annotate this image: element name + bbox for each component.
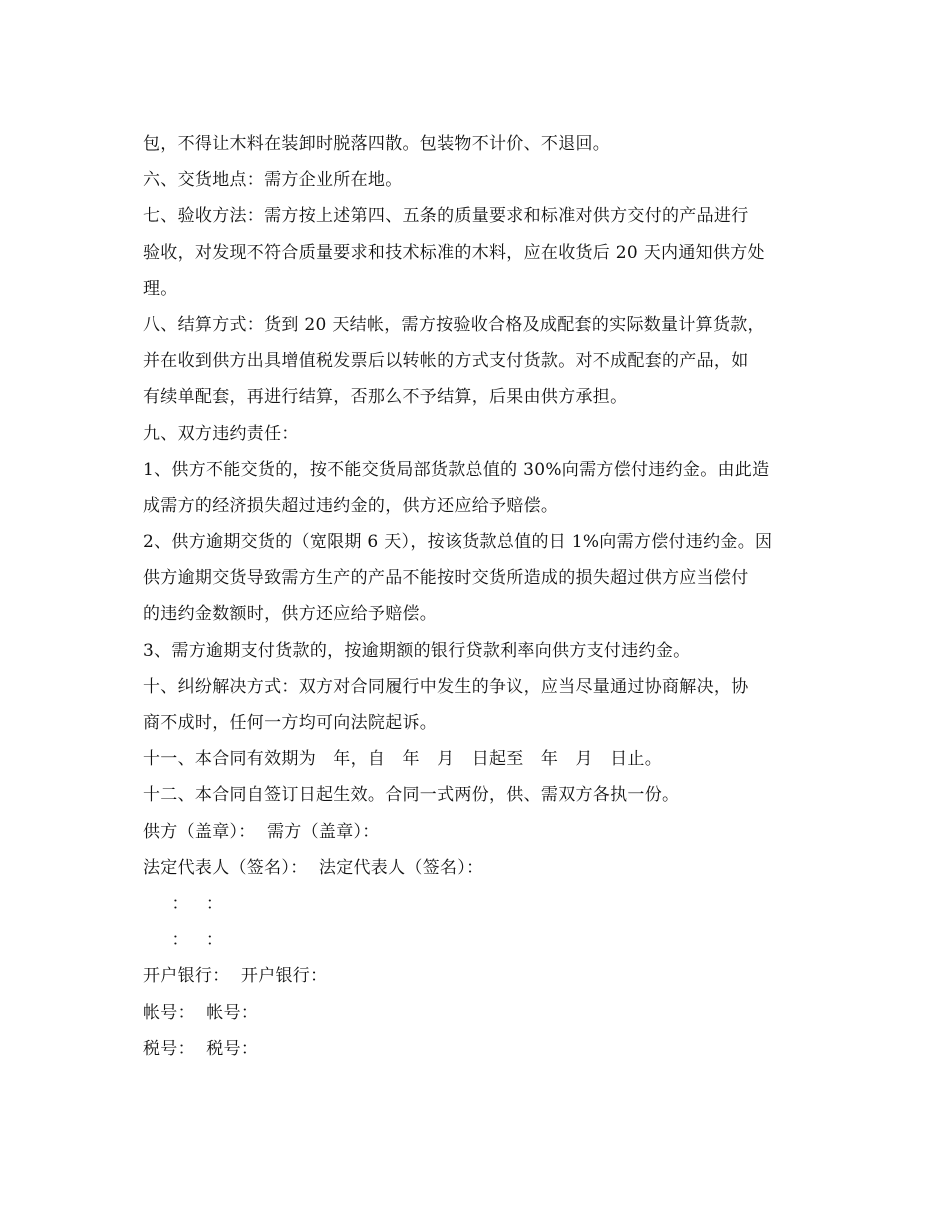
text-line: 验收，对发现不符合质量要求和技术标准的木料，应在收货后 20 天内通知供方处 <box>143 242 765 263</box>
text-line: 十一、本合同有效期为 年，自 年 月 日起至 年 月 日止。 <box>143 749 662 770</box>
bank-account-line: 开户银行： 开户银行： <box>143 966 328 987</box>
text-line: 供方逾期交货导致需方生产的产品不能按时交货所造成的损失超过供方应当偿付 <box>143 568 749 589</box>
text-line: 理。 <box>143 278 178 299</box>
text-line: 十、纠纷解决方式：双方对合同履行中发生的争议，应当尽量通过协商解决，协 <box>143 676 749 697</box>
text-line: 2、供方逾期交货的（宽限期 6 天），按该货款总值的日 1%向需方偿付违约金。因 <box>143 532 773 553</box>
text-line: 1、供方不能交货的，按不能交货局部货款总值的 30%向需方偿付违约金。由此造 <box>143 459 770 480</box>
signature-supplier-buyer-seal: 供方（盖章）： 需方（盖章）： <box>143 821 380 842</box>
text-line: 有续单配套，再进行结算，否那么不予结算，后果由供方承担。 <box>143 387 628 408</box>
text-line: 八、结算方式：货到 20 天结帐，需方按验收合格及成配套的实际数量计算货款， <box>143 314 765 335</box>
text-line: 十二、本合同自签订日起生效。合同一式两份，供、需双方各执一份。 <box>143 785 680 806</box>
text-line: 九、双方违约责任： <box>143 423 299 444</box>
text-line: 商不成时，任何一方均可向法院起诉。 <box>143 713 438 733</box>
text-line: 并在收到供方出具增值税发票后以转帐的方式支付货款。对不成配套的产品，如 <box>143 351 749 372</box>
blank-field-line: ： ： <box>143 893 224 914</box>
text-line: 六、交货地点：需方企业所在地。 <box>143 170 403 191</box>
text-line: 的违约金数额时，供方还应给予赔偿。 <box>143 604 438 625</box>
text-line: 3、需方逾期支付货款的，按逾期额的银行贷款利率向供方支付违约金。 <box>143 640 691 661</box>
text-line: 包，不得让木料在装卸时脱落四散。包装物不计价、不退回。 <box>143 134 611 154</box>
blank-field-line: ： ： <box>143 930 224 951</box>
text-line: 七、验收方法：需方按上述第四、五条的质量要求和标准对供方交付的产品进行 <box>143 206 749 227</box>
account-number-line: 帐号： 帐号： <box>143 1002 259 1023</box>
contract-body <box>143 126 808 1067</box>
tax-number-line: 税号： 税号： <box>143 1038 259 1059</box>
signature-legal-representative: 法定代表人（签名）： 法定代表人（签名）： <box>143 857 484 878</box>
text-line: 成需方的经济损失超过违约金的，供方还应给予赔偿。 <box>143 495 559 516</box>
